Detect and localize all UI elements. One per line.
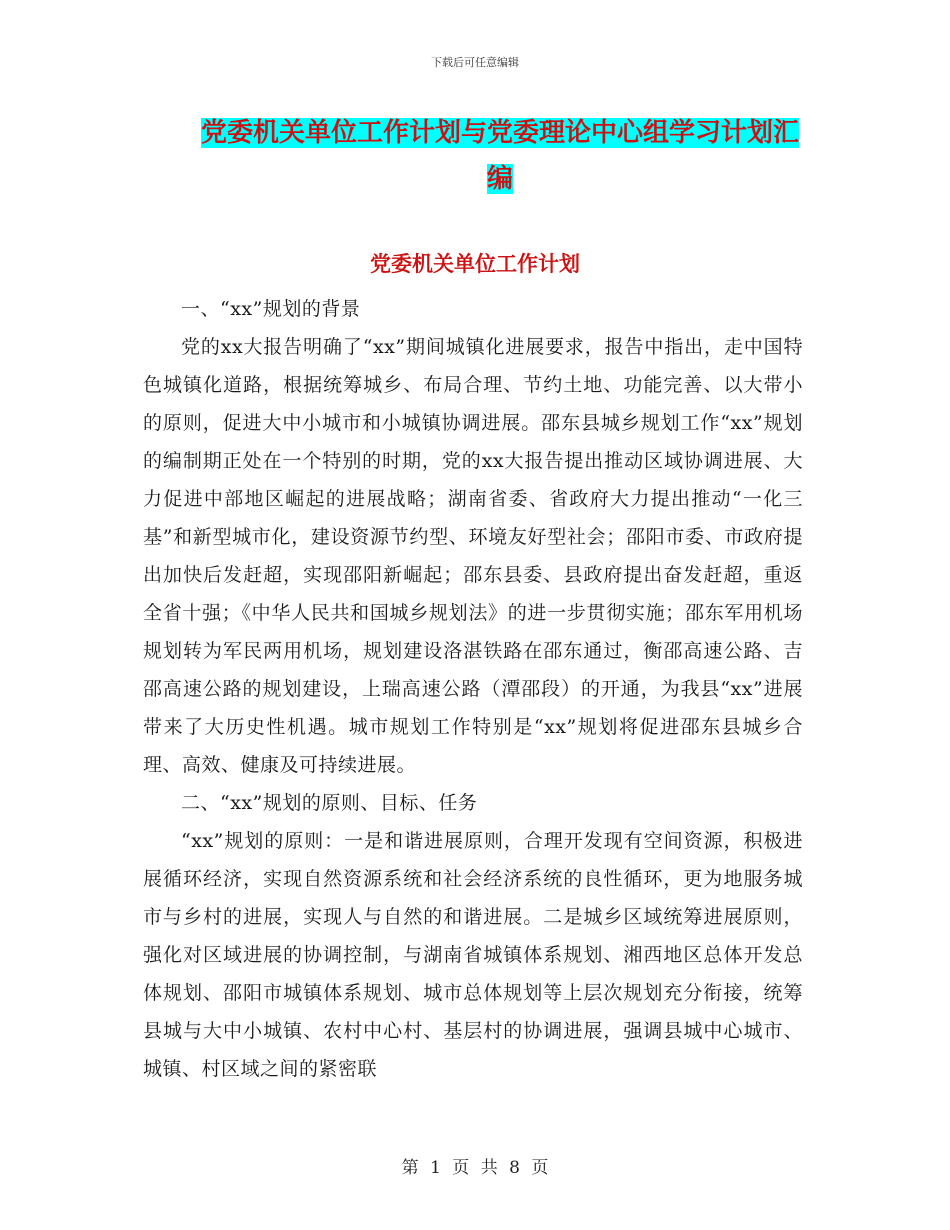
document-title bbox=[190, 110, 810, 202]
body-text bbox=[143, 290, 803, 1088]
paragraph-background: 党的xx大报告明确了“xx”期间城镇化进展要求，报告中指出，走中国特色城镇化道路，根据统筹城乡、布局合理、节约土地、功能完善、以大带小的原则，促进大中小城市和小城镇协调进展。邵东县城乡规划工作“xx”规划的编制期正处在一个特别的时期，党的xx大报告提出推动区域协调进展、大力促进中部地区崛起的进展战略；湖南省委、省政府大力提出推动“一化三基”和新型城市化，建设资源节约型、环境友好型社会；邵阳市委、市政府提出加快后发赶超，实现邵阳新崛起；邵东县委、县政府提出奋发赶超，重返全省十强；《中华人民共和国城乡规划法》的进一步贯彻实施；邵东军用机场规划转为军民两用机场，规划建设洛湛铁路在邵东通过，衡邵高速公路、吉邵高速公路的规划建设，上瑞高速公路（潭邵段）的开通，为我县“xx”进展带来了大历史性机遇。城市规划工作特别是“xx”规划将促进邵东县城乡合理、高效、健康及可持续进展。 bbox=[143, 336, 803, 776]
section-title: 党委机关单位工作计划 bbox=[370, 252, 580, 276]
page-footer: 第 1 页 共 8 页 bbox=[401, 1158, 549, 1178]
paragraph-heading-1: 一、“xx”规划的背景 bbox=[181, 298, 361, 320]
paragraph-principles: “xx”规划的原则：一是和谐进展原则，合理开发现有空间资源，积极进展循环经济，实现自然资源系统和社会经济系统的良性循环，更为地服务城市与乡村的进展，实现人与自然的和谐进展。二是城乡区域统筹进展原则，强化对区域进展的协调控制，与湖南省城镇体系规划、湘西地区总体开发总体规划、邵阳市城镇体系规划、城市总体规划等上层次规划充分衔接，统筹县城与大中小城镇、农村中心村、基层村的协调进展，强调县城中心城市、城镇、村区域之间的紧密联 bbox=[143, 830, 803, 1080]
document-title-text: 党委机关单位工作计划与党委理论中心组学习计划汇编 bbox=[200, 118, 799, 194]
header-note: 下载后可任意编辑 bbox=[431, 56, 519, 69]
paragraph-heading-2: 二、“xx”规划的原则、目标、任务 bbox=[181, 792, 478, 814]
